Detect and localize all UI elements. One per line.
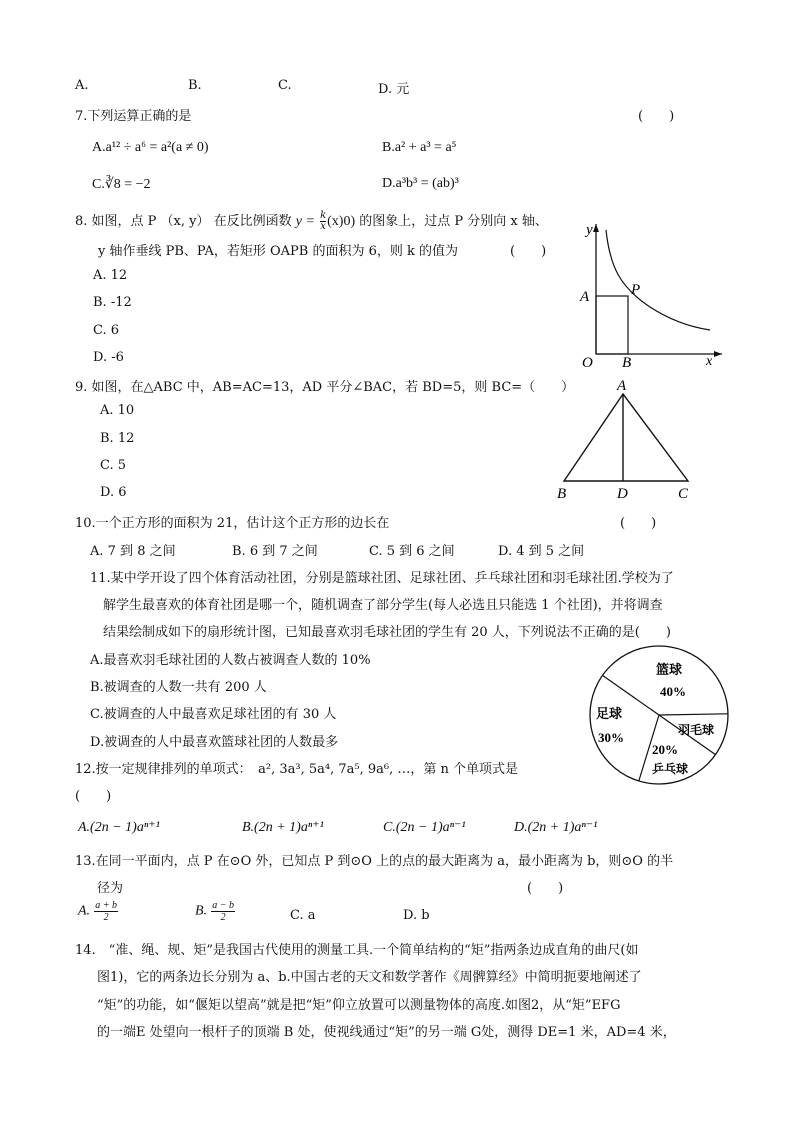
q9-option-b: B. 12 bbox=[100, 431, 135, 446]
q9-figure bbox=[552, 374, 702, 504]
q9-option-a: A. 10 bbox=[100, 403, 135, 418]
label-pingpong-pct: 20% bbox=[652, 742, 678, 757]
q14-line3: “矩”的功能，如“偃矩以望高”就是把“矩”仰立放置可以测量物体的高度.如图2，从“矩”EFG bbox=[97, 998, 621, 1013]
q11-pie-chart bbox=[588, 642, 730, 788]
q11-stem-line1: 11.某中学开设了四个体育活动社团，分别是篮球社团、足球社团、乒乓球社团和羽毛球社团.学校为了 bbox=[90, 571, 674, 586]
q8-figure bbox=[570, 212, 730, 367]
y-axis-arrow-icon bbox=[593, 224, 599, 232]
q13-a-label: A. bbox=[78, 903, 91, 919]
q13-option-a bbox=[78, 900, 118, 923]
pie-slice-boundary-羽毛球 bbox=[659, 714, 728, 715]
q13-stem-line1: 13.在同一平面内，点 P 在⊙O 外，已知点 P 到⊙O 上的点的最大距离为 a，最小距离为 b，则⊙O 的半 bbox=[75, 854, 674, 869]
q8-stem-line2: y 轴作垂线 PB、PA，若矩形 OAPB 的面积为 6，则 k 的值为 bbox=[98, 244, 459, 259]
q12-option-a: A.(2n − 1)aⁿ⁺¹ bbox=[78, 820, 160, 835]
q10-stem: 10.一个正方形的面积为 21，估计这个正方形的边长在 bbox=[75, 516, 390, 531]
q13-a-fraction bbox=[94, 900, 118, 923]
q12-bracket: ( ) bbox=[75, 789, 112, 804]
q10-option-d: D. 4 到 5 之间 bbox=[498, 544, 585, 559]
label-p: P bbox=[631, 282, 641, 298]
option-a: A. bbox=[75, 78, 89, 93]
q13-b-den: 2 bbox=[220, 912, 226, 923]
q13-a-num: a + b bbox=[95, 900, 117, 911]
q13-a-den: 2 bbox=[103, 912, 109, 923]
q8-func-fraction bbox=[320, 211, 326, 232]
q8-line1-post: 的图象上，过点 P 分别向 x 轴、 bbox=[355, 214, 548, 229]
q7-option-c: C.∛8 = −2 bbox=[92, 177, 151, 192]
q13-b-label: B. bbox=[195, 903, 208, 919]
label-football: 足球 bbox=[596, 706, 623, 721]
q9-option-d: D. 6 bbox=[100, 485, 127, 500]
q8-func-tail: (x)0) bbox=[327, 214, 356, 229]
q8-option-c: C. 6 bbox=[93, 323, 120, 338]
label-basketball: 篮球 bbox=[656, 662, 683, 677]
q13-option-d: D. b bbox=[403, 908, 430, 923]
label-d: D bbox=[617, 486, 628, 502]
q7-option-a: A.a¹² ÷ a⁶ = a²(a ≠ 0) bbox=[92, 140, 209, 155]
x-axis-arrow-icon bbox=[714, 351, 722, 357]
q12-option-b: B.(2n + 1)aⁿ⁺¹ bbox=[242, 820, 324, 835]
q14-line4: 的一端E 处望向一根杆子的顶端 B 处，使视线通过“矩”的另一端 G处，测得 DE=1 米，AD=4 米， bbox=[97, 1025, 676, 1040]
q11-option-b: B.被调查的人数一共有 200 人 bbox=[90, 680, 267, 695]
q12-stem: 12.按一定规律排列的单项式： a², 3a³, 5a⁴, 7a⁵, 9a⁶, …，第 n 个单项式是 bbox=[75, 762, 519, 777]
label-o: O bbox=[582, 355, 593, 367]
q7-option-d: D.a³b³ = (ab)³ bbox=[382, 176, 459, 191]
option-d: D. 元 bbox=[378, 82, 410, 97]
q14-line1: 14. “准、绳、规、矩”是我国古代使用的测量工具.一个简单结构的“矩”指两条边成直角的曲尺(如 bbox=[75, 943, 639, 958]
q11-option-d: D.被调查的人中最喜欢篮球社团的人数最多 bbox=[90, 735, 339, 750]
label-x: x bbox=[706, 354, 713, 367]
label-pingpong: 乒乓球 bbox=[652, 762, 689, 776]
option-b: B. bbox=[188, 78, 202, 93]
q10-option-c: C. 5 到 6 之间 bbox=[369, 544, 455, 559]
label-y: y bbox=[586, 222, 593, 238]
q11-option-c: C.被调查的人中最喜欢足球社团的有 30 人 bbox=[90, 707, 337, 722]
label-badminton: 羽毛球 bbox=[678, 723, 715, 737]
label-football-pct: 30% bbox=[598, 730, 624, 745]
q7-stem: 7.下列运算正确的是 bbox=[75, 109, 192, 124]
label-b: B bbox=[557, 486, 567, 502]
q13-bracket: ( ) bbox=[527, 881, 564, 896]
q8-line1-pre: 8. 如图，点 P （x, y） 在反比例函数 bbox=[75, 214, 296, 229]
label-c: C bbox=[678, 486, 689, 502]
q13-option-c: C. a bbox=[290, 908, 316, 923]
q8-bracket: ( ) bbox=[510, 244, 547, 259]
q14-line2: 图1)，它的两条边长分别为 a、b.中国古老的天文和数学著作《周髀算经》中简明扼要地阐述了 bbox=[97, 970, 642, 985]
q7-bracket: ( ) bbox=[638, 109, 675, 124]
q11-stem-line3: 结果绘制成如下的扇形统计图，已知最喜欢羽毛球社团的学生有 20 人，下列说法不正确的是( ) bbox=[103, 625, 671, 640]
q11-option-a: A.最喜欢羽毛球社团的人数占被调查人数的 10% bbox=[90, 653, 371, 668]
label-b: B bbox=[622, 355, 632, 367]
q8-func-x: x bbox=[320, 221, 326, 232]
hyperbola-curve bbox=[606, 230, 710, 330]
q8-func-k: k bbox=[320, 210, 327, 221]
q13-option-b bbox=[195, 900, 235, 923]
label-basketball-pct: 40% bbox=[660, 684, 686, 699]
label-a: A bbox=[617, 378, 627, 394]
q8-stem-line1 bbox=[75, 210, 548, 232]
rectangle-oapb bbox=[596, 296, 628, 354]
q9-stem: 9. 如图，在△ABC 中，AB=AC=13，AD 平分∠BAC，若 BD=5，则 BC=（ ） bbox=[75, 380, 575, 395]
q8-option-b: B. -12 bbox=[93, 295, 132, 310]
label-a: A bbox=[580, 289, 590, 305]
q10-option-b: B. 6 到 7 之间 bbox=[232, 544, 318, 559]
q7-option-b: B.a² + a³ = a⁵ bbox=[382, 140, 457, 155]
q12-option-c: C.(2n − 1)aⁿ⁻¹ bbox=[383, 820, 466, 835]
q8-option-d: D. -6 bbox=[93, 350, 124, 365]
q13-b-fraction bbox=[211, 900, 235, 923]
q8-func-y: y = bbox=[295, 214, 315, 229]
option-c: C. bbox=[278, 78, 292, 93]
q11-stem-line2: 解学生最喜欢的体育社团是哪一个，随机调查了部分学生(每人必选且只能选 1 个社团)，并将调查 bbox=[103, 598, 663, 613]
q8-option-a: A. 12 bbox=[93, 268, 128, 283]
q12-option-d: D.(2n + 1)aⁿ⁻¹ bbox=[514, 820, 598, 835]
q10-option-a: A. 7 到 8 之间 bbox=[90, 544, 176, 559]
q10-bracket: ( ) bbox=[620, 516, 657, 531]
q9-option-c: C. 5 bbox=[100, 458, 127, 473]
q13-b-num: a − b bbox=[212, 900, 234, 911]
triangle-abc bbox=[564, 394, 688, 481]
q13-stem-line2: 径为 bbox=[97, 881, 124, 896]
